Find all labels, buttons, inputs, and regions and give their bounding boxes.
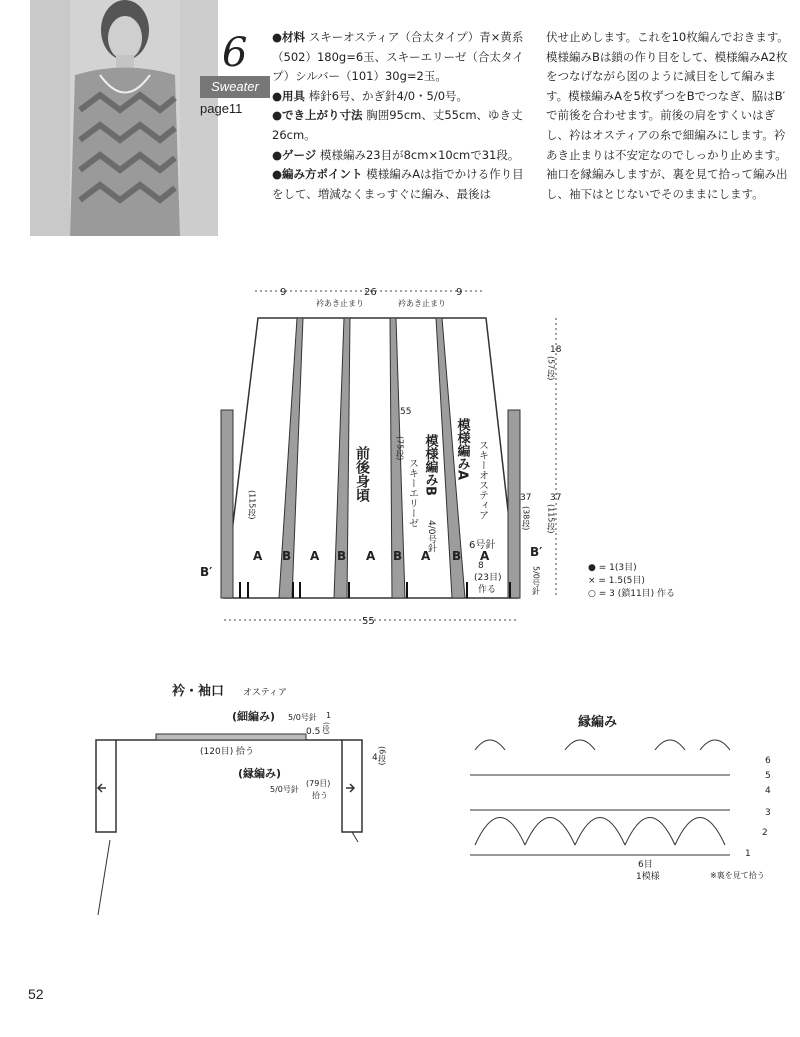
neck-open-note-left: 衿あき止まり	[316, 299, 364, 308]
stitch-symbols	[470, 740, 730, 855]
materials-label: ●材料	[272, 30, 306, 44]
model-illustration	[30, 0, 218, 236]
dim-top-right: 9	[456, 287, 463, 298]
tools-text: 棒針6号、かぎ針4/0・5/0号。	[308, 88, 469, 103]
dim-0-5: 0.5	[306, 727, 321, 737]
inner-dim-75: (75段)	[395, 436, 405, 461]
points-label: ●編み方ポイント	[272, 167, 363, 182]
b-prime-needle: 5/0号針	[531, 566, 541, 595]
strip-label-5: A	[366, 549, 376, 563]
strip-label-4: B	[337, 549, 347, 563]
size-text: 胸囲95cm、丈55cm、ゆき丈26cm。	[272, 108, 523, 142]
cuff-dim-6: (6段)	[377, 746, 387, 766]
repeat-label: 1模様	[636, 872, 660, 882]
b-prime-right: B′	[530, 545, 543, 559]
tools-label: ●用具	[272, 88, 306, 103]
strip-label-2: B	[282, 549, 292, 563]
strip-label-7: A	[421, 549, 431, 563]
edging-chart-title: 縁編み	[578, 715, 618, 730]
model-photo	[30, 0, 218, 236]
right-arrow-icon	[346, 784, 354, 792]
inner-dim-37: 37	[520, 493, 532, 503]
pattern-b-yarn: スキーエリーゼ	[406, 458, 418, 528]
pattern-a-needle: 6号針	[469, 540, 496, 551]
instructions-column-1	[272, 28, 524, 204]
strip-label-8: B	[452, 549, 462, 563]
gauge-label: ●ゲージ	[272, 147, 317, 162]
edging-hook: 5/0号針	[270, 785, 299, 794]
pickup-79a: (79目)	[306, 779, 331, 788]
right-dim-37: 37	[550, 493, 562, 503]
bottom-dim-55: 55	[362, 616, 375, 627]
strip-label-1: A	[253, 549, 263, 563]
edging-note: ※裏を見て拾う	[710, 871, 765, 880]
dim-top-left: 9	[280, 287, 287, 298]
points-text: 模様編みAは指でかける作り目をして、増減なくまっすぐに編み、最後は	[272, 167, 524, 201]
cast-on-23: (23目)	[474, 573, 502, 583]
cast-on-make: 作る	[478, 585, 497, 595]
pattern-a-yarn: スキーオスティア	[476, 440, 488, 520]
cuff-dim-4: 4	[372, 753, 378, 763]
repeat-stitches: 6目	[638, 860, 653, 870]
legend-1: ● = 1(3目)	[588, 563, 637, 573]
left-dim-115: (115段)	[247, 490, 257, 520]
right-dim-18: 18	[550, 345, 562, 355]
cast-on-8: 8	[478, 561, 484, 571]
left-arrow-icon	[98, 784, 106, 792]
strip-label-9: A	[480, 549, 490, 563]
side-strip-left	[221, 410, 233, 598]
gauge-text: 模様編み23目が8cm×10cmで31段。	[319, 147, 520, 162]
pickup-79b: 拾う	[312, 791, 328, 800]
inner-dim-55: 55	[400, 407, 412, 417]
inner-dim-38: (38段)	[521, 506, 531, 531]
page-number: 52	[28, 986, 44, 1002]
strip-label-6: B	[393, 549, 403, 563]
edging-row-5: 5	[765, 771, 771, 781]
side-strip-right	[508, 410, 520, 598]
pickup-120: (120目) 拾う	[200, 747, 255, 757]
category-tag: Sweater	[200, 76, 270, 98]
pattern-b-label: 模様編みB	[422, 434, 438, 496]
collar-row-1b: (段)	[322, 722, 330, 735]
collar-cuff-diagram	[0, 675, 420, 915]
right-dim-115: (115段)	[546, 504, 556, 534]
collar-title: 衿・袖口	[172, 684, 225, 699]
pattern-b-needle: 4/0号針	[426, 520, 436, 553]
edging-row-2: 2	[762, 828, 768, 838]
collar-band	[156, 734, 306, 740]
b-prime-left: B′	[200, 565, 213, 579]
edging-label: (縁編み)	[238, 767, 282, 780]
materials-text: スキーオスティア（合太タイプ）青×黄系（502）180g=6玉、スキーエリーゼ（合太タイプ）シルバー（101）30g=2玉。	[272, 30, 524, 84]
edging-row-6: 6	[765, 756, 771, 766]
piece-name: 前後身頃	[354, 446, 370, 502]
pattern-number: 6	[222, 30, 248, 76]
strip-label-3: A	[310, 549, 320, 563]
neck-open-note-right: 衿あき止まり	[398, 299, 446, 308]
collar-row-1: 1	[326, 711, 332, 720]
instructions-column-2: 伏せ止めします。これを10枚編んでおきます。模様編みBは鎖の作り目をして、模様編みA2枚をつなげながら図のように減目をして編みます。模様編みAを5枚ずつをBでつなぎ、脇はB′で前後を合わせます。前後の肩をすくいはぎし、衿はオスティアの糸で細編みにします。衿あき止まりは不安定なのでしっかり止めます。袖口を縁編みしますが、裏を見て拾って編み出し、袖下はとじないでそのままにします。	[546, 30, 789, 201]
edging-row-4: 4	[765, 786, 771, 796]
collar-yarn: オスティア	[243, 688, 288, 698]
edging-stitch-chart	[440, 705, 790, 895]
edging-row-3: 3	[765, 808, 771, 818]
single-crochet-hook: 5/0号針	[288, 713, 317, 722]
body-schematic	[0, 270, 800, 640]
legend-2: × = 1.5(5目)	[588, 576, 645, 586]
size-label: ●でき上がり寸法	[272, 108, 363, 123]
legend-3: ○ = 3 (鎖11目) 作る	[588, 589, 676, 599]
single-crochet-label: (細編み)	[232, 710, 276, 723]
pattern-a-label: 模様編みA	[454, 418, 470, 481]
edging-row-1: 1	[745, 849, 751, 859]
right-dim-57: (57段)	[546, 356, 556, 381]
dim-top-center: 26	[364, 287, 377, 298]
page-reference: page11	[200, 101, 243, 116]
